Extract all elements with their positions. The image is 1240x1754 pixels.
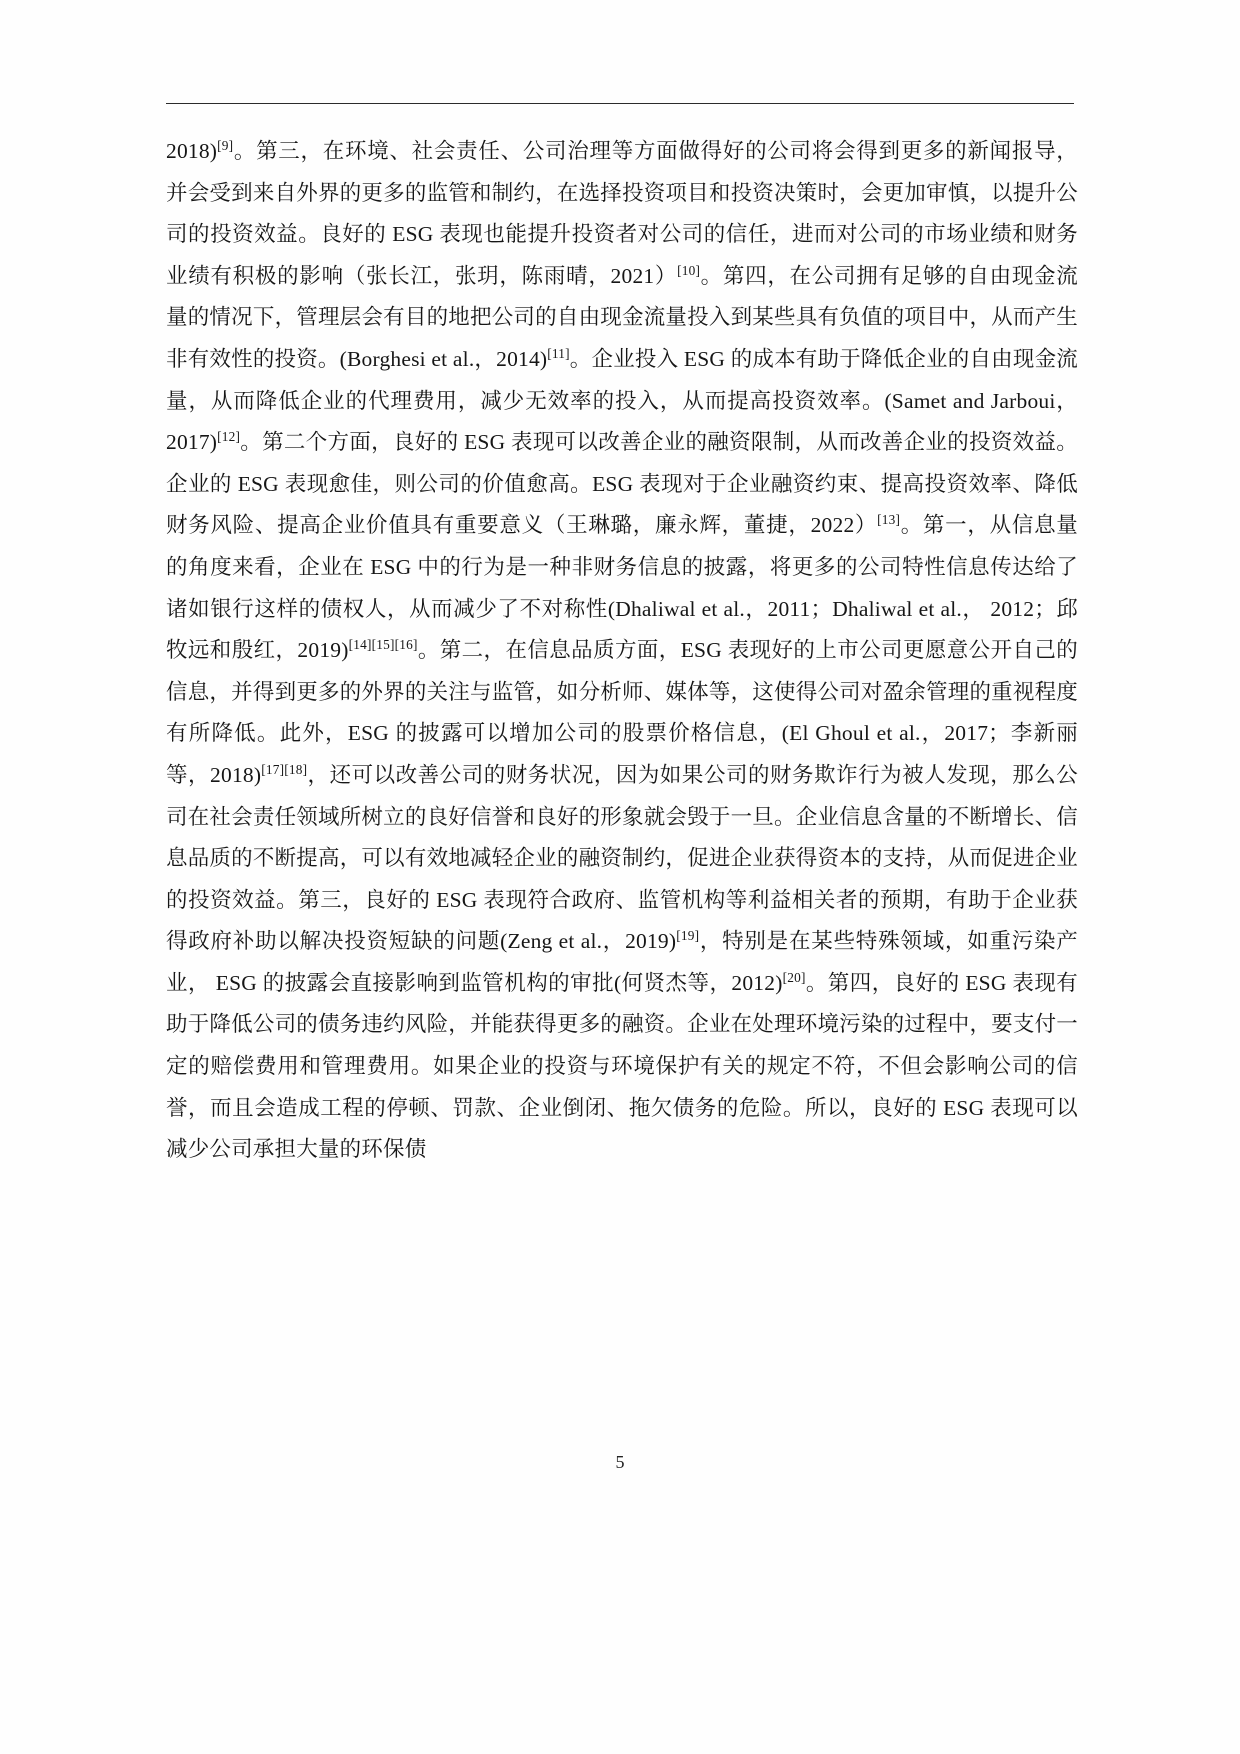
- page-content: [166, 131, 1078, 1171]
- page-number: 5: [615, 1452, 625, 1472]
- header-divider: [166, 103, 1074, 104]
- body-paragraph: 2018)[9]。第三，在环境、社会责任、公司治理等方面做得好的公司将会得到更多的新闻报导，并会受到来自外界的更多的监管和制约，在选择投资项目和投资决策时，会更加审慎，以提升公司的投资效益。良好的 ESG 表现也能提升投资者对公司的信任，进而对公司的市场业绩和财务业绩有积极的影响（张长江，张玥，陈雨晴，2021）[10]。第四，在公司拥有足够的自由现金流量的情况下，管理层会有目的地把公司的自由现金流量投入到某些具有负值的项目中，从而产生非有效性的投资。(Borghesi et al.，2014)[11]。企业投入 ESG 的成本有助于降低企业的自由现金流量，从而降低企业的代理费用，减少无效率的投入，从而提高投资效率。(Samet and Jarboui，2017)[12]。第二个方面，良好的 ESG 表现可以改善企业的融资限制，从而改善企业的投资效益。企业的 ESG 表现愈佳，则公司的价值愈高。ESG 表现对于企业融资约束、提高投资效率、降低财务风险、提高企业价值具有重要意义（王琳璐，廉永辉，董捷，2022）[13]。第一，从信息量的角度来看，企业在 ESG 中的行为是一种非财务信息的披露，将更多的公司特性信息传达给了诸如银行这样的债权人，从而减少了不对称性(Dhaliwal et al.，2011；Dhaliwal et al.， 2012；邱牧远和殷红，2019)[14][15][16]。第二，在信息品质方面，ESG 表现好的上市公司更愿意公开自己的信息，并得到更多的外界的关注与监管，如分析师、媒体等，这使得公司对盈余管理的重视程度有所降低。此外，ESG 的披露可以增加公司的股票价格信息，(El Ghoul et al.，2017；李新丽等，2018)[17][18]，还可以改善公司的财务状况，因为如果公司的财务欺诈行为被人发现，那么公司在社会责任领域所树立的良好信誉和良好的形象就会毁于一旦。企业信息含量的不断增长、信息品质的不断提高，可以有效地减轻企业的融资制约，促进企业获得资本的支持，从而促进企业的投资效益。第三，良好的 ESG 表现符合政府、监管机构等利益相关者的预期，有助于企业获得政府补助以解决投资短缺的问题(Zeng et al.，2019)[19]，特别是在某些特殊领域，如重污染产业， ESG 的披露会直接影响到监管机构的审批(何贤杰等，2012)[20]。第四，良好的 ESG 表现有助于降低公司的债务违约风险，并能获得更多的融资。企业在处理环境污染的过程中，要支付一定的赔偿费用和管理费用。如果企业的投资与环境保护有关的规定不符，不但会影响公司的信誉，而且会造成工程的停顿、罚款、企业倒闭、拖欠债务的危险。所以，良好的 ESG 表现可以减少公司承担大量的环保债: [166, 137, 1079, 1162]
